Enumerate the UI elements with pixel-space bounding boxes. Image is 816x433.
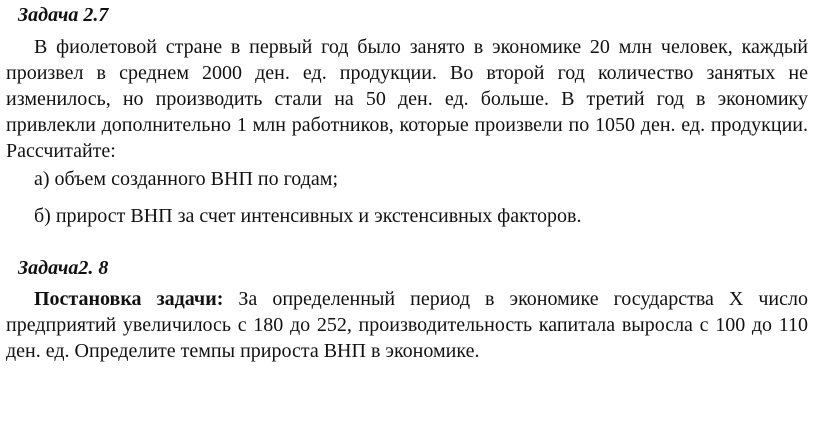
task-2-8-title: Задача2. 8 <box>18 257 109 279</box>
task-2-8-label: Постановка задачи: <box>34 288 224 310</box>
task-2-8-text <box>6 286 808 364</box>
task-2-7-title: Задача 2.7 <box>18 4 109 26</box>
task-2-8-body: За определенный период в экономике государства Х число предприятий увеличилось с 180 до 252, производительность капитала выросла с 100 до 110 ден. ед. Определите темпы прироста ВНП в экономике. <box>6 288 808 362</box>
task-2-7-text: В фиолетовой стране в первый год было занято в экономике 20 млн человек, каждый произвел в среднем 2000 ден. ед. продукции. Во второй год количество занятых не изменилось, но производить стали на 50 ден. ед. больше. В третий год в экономику привлекли дополнительно 1 млн работников, которые произвели по 1050 ден. ед. продукции. Рассчитайте: <box>6 36 808 162</box>
task-2-7-item-a: а) объем созданного ВНП по годам; <box>34 168 338 190</box>
task-2-7-item-b: б) прирост ВНП за счет интенсивных и экстенсивных факторов. <box>34 205 582 227</box>
